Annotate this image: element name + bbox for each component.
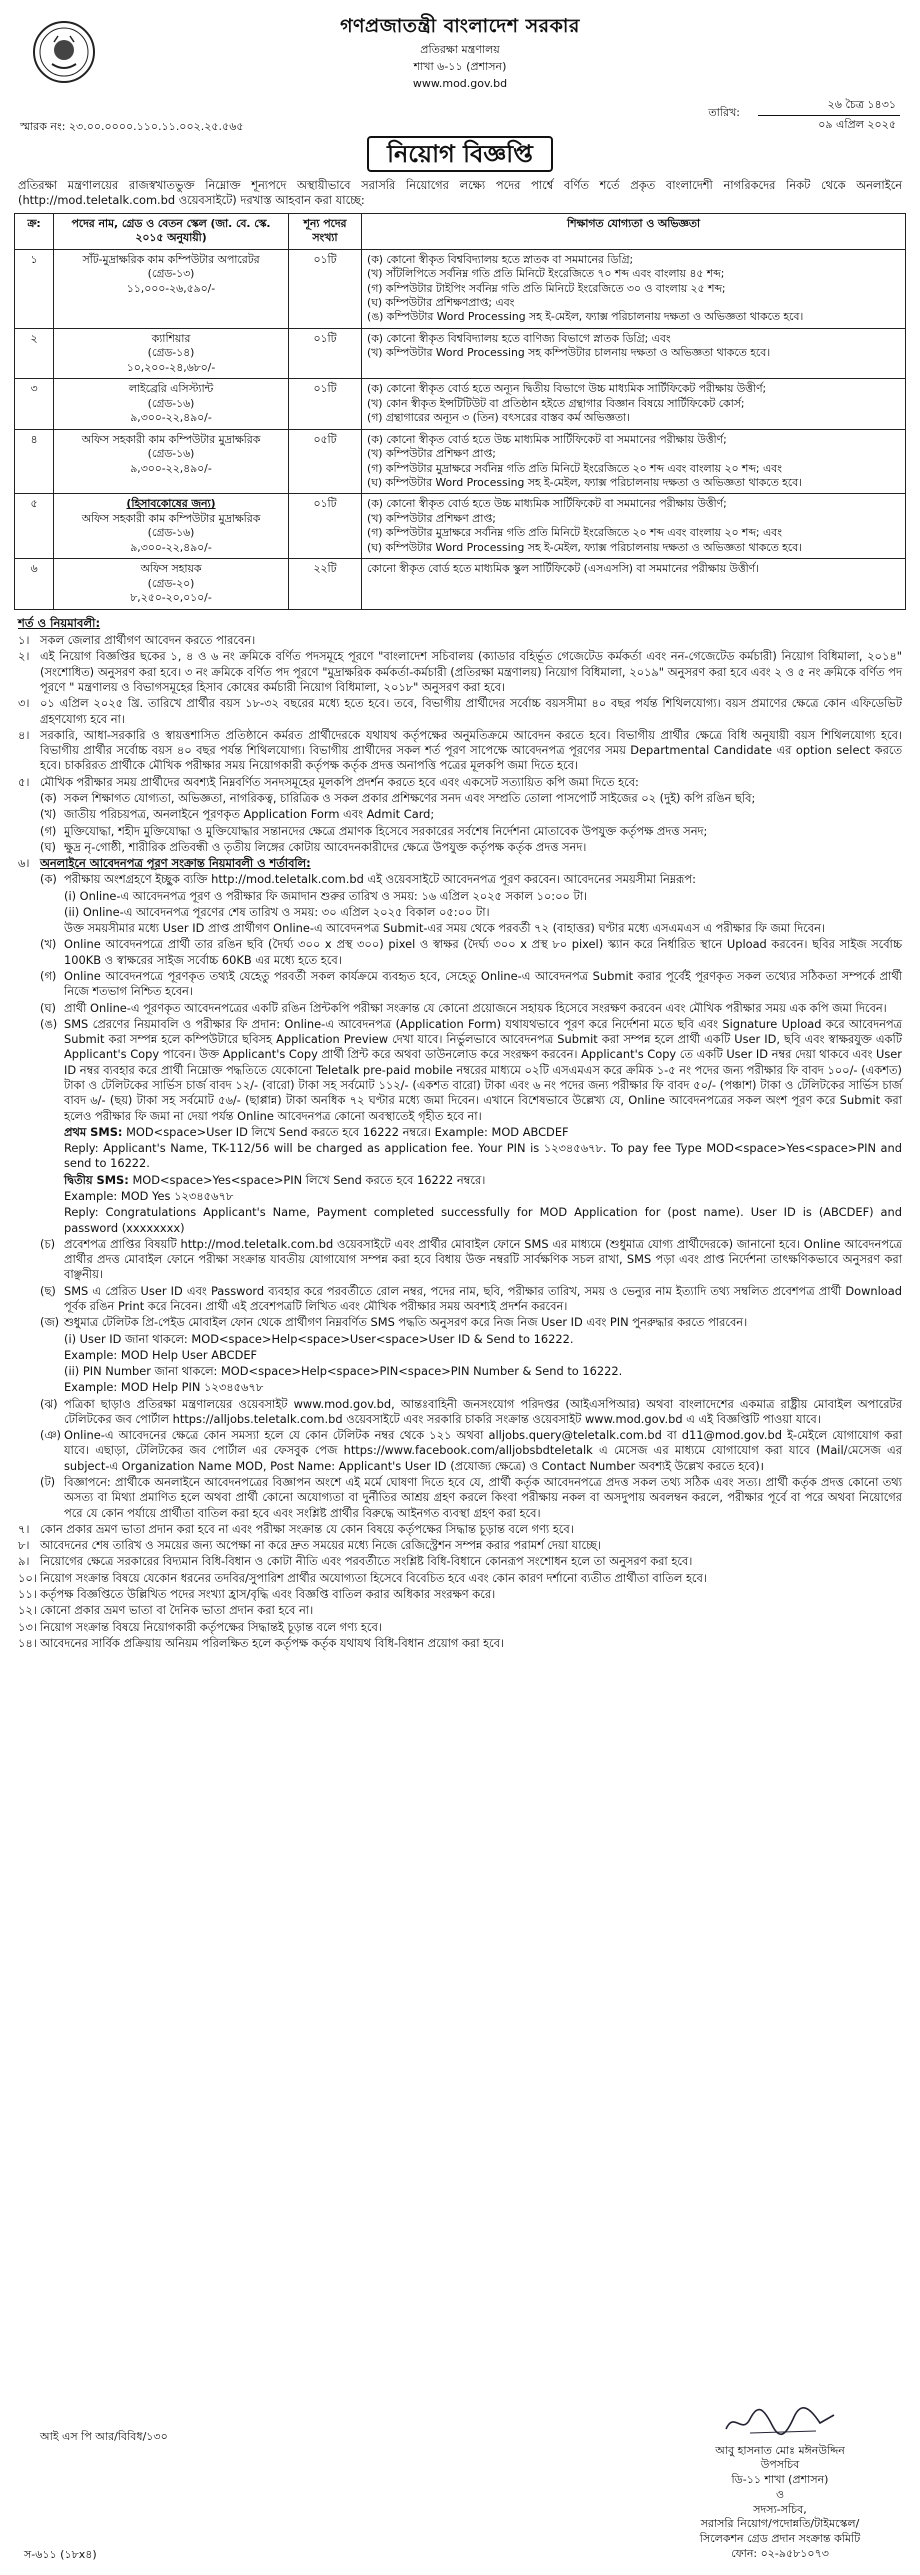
date-label: তারিখ: [708,106,740,119]
sub-condition [40,807,902,822]
first-sms-label: প্রথম SMS: [64,1124,123,1139]
condition [18,728,902,774]
signatory-phone: ফোন: ০২-৯৫৮১০৭৩ [731,2546,829,2560]
condition-text: অনলাইনে আবেদনপত্র পূরণ সংক্রান্ত নিয়মাবলী ও শর্তাবলি: [40,856,311,871]
table-body [15,249,906,609]
row-serial: ৫ [15,494,54,559]
row-serial: ৬ [15,559,54,609]
sub-condition-text: মুক্তিযোদ্ধা, শহীদ মুক্তিযোদ্ধা ও মুক্তিযোদ্ধার সন্তানদের ক্ষেত্রে প্রমাণক হিসেবে সরকারের সর্বশেষ নির্দেশনা মোতাবেক উপযুক্ত কর্তৃপক্ষ প্রদত্ত সনদ; [64,823,708,838]
row-post [54,379,289,429]
qualification-line: (ক) কোনো স্বীকৃত বোর্ড হতে উচ্চ মাধ্যমিক সার্টিফিকেট বা সমমানের পরীক্ষায় উত্তীর্ণ; [367,497,727,511]
row-post-pay: ৯,৩০০-২২,৪৯০/- [130,540,212,554]
sub-condition-text: পরীক্ষায় অংশগ্রহণে ইচ্ছুক ব্যক্তি http://mod.teletalk.com.bd এই ওয়েবসাইটে আবেদনপত্র পূরণ করবেন। আবেদনের সময়সীমা নিম্নরূপ: [64,872,696,887]
memo-number: স্মারক নং: ২৩.০০.০০০০.১১০.১১.০০২.২৫.৫৬৫ [20,120,244,133]
row-qualifications [362,494,906,559]
qualification-line: (ক) কোনো স্বীকৃত বিশ্ববিদ্যালয় হতে বাণিজ্য বিভাগে স্নাতক ডিগ্রি; এবং [367,331,671,345]
qualification-line: (খ) কোন স্বীকৃত ইন্সটিটিউট বা প্রতিষ্ঠান হইতে গ্রন্থাগার বিজ্ঞান বিষয়ে সার্টিফিকেট কোর্স; [367,396,745,410]
condition-text: আবেদনের শেষ তারিখ ও সময়ের জন্য অপেক্ষা না করে দ্রুত সময়ের মধ্যে নিজে রেজিস্ট্রেশন সম্পন্ন করার পরামর্শ দেয়া যাচ্ছে। [40,1538,601,1553]
row-vacancy: ০১টি [289,249,362,328]
recovery-instructions [14,1332,906,1396]
row-qualifications [362,328,906,378]
condition-number: ২। [18,649,30,664]
table-row [15,328,906,378]
condition-text: সরকারি, আধা-সরকারি ও স্বায়ত্তশাসিত প্রতিষ্ঠানে কর্মরত প্রার্থীদেরকে যথাযথ কর্তৃপক্ষের অনুমতিক্রমে আবেদন করতে হবে। বিভাগীয় প্রার্থীর ক্ষেত্রে বিধি অনুযায়ী বয়স শিথিলযোগ্য হবে। বিভাগীয় প্রার্থীর সর্বোচ্চ বয়স ৪০ বছর পর্যন্ত শিথিলযোগ্য। বিভাগীয় প্রার্থীদের সকল শর্ত পূরণ সাপেক্ষে আবেদনপত্র পূরণের সময় Departmental Candidate এর option select করতে হবে। চাকরিরত প্রার্থীকে মৌখিক পরীক্ষার সময় নিয়োগকারী কর্তৃপক্ষ কর্তৃক প্রদত্ত অনাপত্তি পত্রের মূলকপি জমা দিতে হবে। [40,727,902,773]
table-row [15,379,906,429]
notice-title: নিয়োগ বিজ্ঞপ্তি [367,136,553,172]
header-serial: ক্র: [15,213,54,249]
condition-number: ৭। [18,1521,30,1536]
sub-condition-text: Online আবেদনপত্রে প্রার্থী তার রঙিন ছবি (দৈর্ঘ্য ৩০০ x প্রস্থ ৩০০) pixel ও স্বাক্ষর (দৈর্ঘ্য ৩০০ x প্রস্থ ৮০ pixel) স্ক্যান করে নির্ধারিত স্থানে Upload করবেন। ছবির সাইজ সর্বোচ্চ 100KB ও স্বাক্ষরের সাইজ সর্বোচ্চ 60KB এর মধ্যে হতে হবে। [64,937,902,967]
intro-paragraph: প্রতিরক্ষা মন্ত্রণালয়ের রাজস্বখাতভুক্ত নিম্নোক্ত শূন্যপদে অস্থায়ীভাবে সরাসরি নিয়োগের লক্ষ্যে পদের পার্শ্বে বর্ণিত শর্তে প্রকৃত বাংলাদেশী নাগরিকদের নিকট থেকে অনলাইনে (http://mod.teletalk.com.bd ওয়েবসাইটে) দরখাস্ত আহবান করা যাচ্ছে: [18,178,902,208]
condition-number: ১১। [18,1587,37,1601]
sub-condition-text: সকল শিক্ষাগত যোগ্যতা, অভিজ্ঞতা, নাগরিকত্ব, চারিত্রিক ও সকল প্রকার প্রশিক্ষণের সনদ এবং সম্প্রতি তোলা পাসপোর্ট সাইজের ০২ (দুই) কপি রঙিন ছবি; [64,790,756,805]
condition-number: ৪। [18,727,30,742]
qualification-line: (ঘ) কম্পিউটার প্রশিক্ষণপ্রাপ্ত; এবং [367,295,515,309]
sub-condition [40,1315,902,1330]
schedule-line: (ii) Online-এ আবেদনপত্র পূরণের শেষ তারিখ ও সময়: ৩০ এপ্রিল ২০২৫ বিকাল ০৫:০০ টা। [64,904,490,919]
row-post-note: (হিসাবকোষের জন্য) [126,497,216,511]
row-post-pay: ৯,৩০০-২২,৪৯০/- [130,461,212,475]
qualification-line: (গ) গ্রন্থাগারের অন্যূন ৩ (তিন) বৎসরের বাস্তব কর্ম অভিজ্ঞতা। [367,411,630,425]
condition-text: কোনো প্রকার ভ্রমণ ভাতা বা দৈনিক ভাতা প্রদান করা হবে না। [40,1603,314,1618]
condition [18,1538,902,1553]
condition-text: এই নিয়োগ বিজ্ঞপ্তির ছকের ১, ৪ ও ৬ নং ক্রমিকে বর্ণিত পদসমূহে পূরণে "বাংলাদেশ সচিবালয় (ক্যাডার বহির্ভূত গেজেটেড কর্মকর্তা এবং নন-গেজেটেড কর্মচারী) নিয়োগ বিধিমালা, ২০১৪" (সংশোধিত) অনুসরণ করা হবে। ৩ নং ক্রমিকে বর্ণিত পদ পূরণে "মুদ্রাক্ষরিক কর্মকর্তা-কর্মচারী (প্রতিরক্ষা মন্ত্রণালয়) নিয়োগ বিধিমালা, ২০১৯" অনুসরণ করা হবে এবং ২ ও ৫ নং ক্রমিকে বর্ণিত পদ পূরণে " মন্ত্রণালয় ও বিভাগসমূহের হিসাব কোষের কর্মচারী নিয়োগ বিধিমালা, ২০১৮" অনুসরণ করা হবে। [40,649,902,694]
header-qualification: শিক্ষাগত যোগ্যতা ও অভিজ্ঞতা [362,213,906,249]
row-vacancy: ০১টি [289,328,362,378]
condition-text: নিয়োগ সংক্রান্ত বিষয়ে নিয়োগকারী কর্তৃপক্ষের সিদ্ধান্তই চূড়ান্ত বলে গণ্য হবে। [40,1619,382,1634]
row-post-pay: ১১,০০০-২৬,৫৯০/- [126,281,216,295]
row-post-name: লাইব্রেরি এসিস্ট্যান্ট [128,382,214,396]
sub-condition-number: (ঘ) [40,1000,56,1015]
signatory-title: উপসচিব [760,2458,800,2472]
row-vacancy: ২২টি [289,559,362,609]
signatory-committee-2: সিলেকশন গ্রেড প্রদান সংক্রান্ত কমিটি [699,2532,861,2546]
qualification-line: (ক) কোনো স্বীকৃত বিশ্ববিদ্যালয় হতে স্নাতক বা সমমানের ডিগ্রি; [367,252,634,266]
row-post [54,559,289,609]
condition-6-sublist [14,872,906,887]
row-post-grade: (গ্রেড-১৪) [147,346,195,360]
table-row [15,429,906,494]
row-post [54,249,289,328]
row-post-grade: (গ্রেড-২০) [147,576,195,590]
condition-text: নিয়োগের ক্ষেত্রে সরকারের বিদ্যমান বিধি-বিধান ও কোটা নীতি এবং পরবর্তীতে সংশ্লিষ্ট বিধি-বিধানে কোনরূপ সংশোধন হলে তা অনুসরণ করা হবে। [40,1554,693,1569]
signature-block [680,2405,880,2562]
sub-condition [40,937,902,968]
sub-condition-text: SMS এ প্রেরিত User ID এবং Password ব্যবহার করে পরবর্তীতে রোল নম্বর, পদের নাম, ছবি, পরীক্ষার তারিখ, সময় ও ভেন্যুর নাম ইত্যাদি তথ্য সম্বলিত প্রবেশপত্র প্রার্থী Download পূর্বক রঙিন Print করে নিবেন। প্রার্থী এই প্রবেশপত্রটি লিখিত এবং মৌখিক পরীক্ষার সময় অবশ্যই প্রদর্শন করবেন। [64,1283,902,1313]
condition-text: কর্তৃপক্ষ বিজ্ঞপ্তিতে উল্লিখিত পদের সংখ্যা হ্রাস/বৃদ্ধি এবং বিজ্ঞপ্তি বাতিল করার অধিকার সংরক্ষণ করে। [40,1587,496,1601]
sub-condition-text: শুধুমাত্র টেলিটক প্রি-পেইড মোবাইল ফোন থেকে প্রার্থীগণ নিম্নবর্ণিত SMS পদ্ধতি অনুসরণ করে নিজ নিজ User ID এবং PIN পুনরুদ্ধার করতে পারবেন। [64,1315,748,1330]
qualification-line: (খ) সাঁটলিপিতে সর্বনিম্ন গতি প্রতি মিনিটে ইংরেজিতে ৭০ শব্দ এবং বাংলায় ৪৫ শব্দ; [367,267,725,281]
sub-condition [40,840,902,855]
sub-condition [40,969,902,1000]
condition-number: ১০। [18,1570,37,1585]
condition-text: মৌখিক পরীক্ষার সময় প্রার্থীদের অবশ্যই নিম্নবর্ণিত সনদসমূহের মূলকপি প্রদর্শন করতে হবে এবং একসেট সত্যায়িত কপি জমা দিতে হবে: [40,774,639,789]
row-serial: ৩ [15,379,54,429]
second-sms-example: Example: MOD Yes ১২৩৪৫৬৭৮ [64,1188,234,1203]
condition-6 [18,856,902,871]
qualification-line: কোনো স্বীকৃত বোর্ড হতে মাধ্যমিক স্কুল সার্টিফিকেট (এসএসসি) বা সমমানের পরীক্ষায় উত্তীর্ণ। [367,562,760,576]
recovery-line: (ii) PIN Number জানা থাকলে: MOD<space>Help<space>PIN<space>PIN Number & Send to 16222. [64,1364,623,1379]
branch-name: শাখা ৬-১১ (প্রশাসন) [413,60,507,74]
schedule-line: উক্ত সময়সীমার মধ্যে User ID প্রাপ্ত প্রার্থীগণ Online-এ আবেদনপত্র Submit-এর সময় থেকে পরবর্তী ৭২ (বাহাত্তর) ঘণ্টার মধ্যে এসএমএস এ পরীক্ষার ফি জমা দিবেন। [64,921,825,936]
row-post-name: ক্যাশিয়ার [151,331,191,345]
sub-condition [40,1428,902,1474]
sub-condition-text: প্রার্থী Online-এ পূরণকৃত আবেদনপত্রের একটি রঙিন প্রিন্টকপি পরীক্ষা সংক্রান্ত যে কোনো প্রয়োজনে সহায়ক হিসেবে সংরক্ষণ করবেন এবং মৌখিক পরীক্ষার সময় এক কপি জমা দিবেন। [64,1000,887,1015]
sub-condition-text: প্রবেশপত্র প্রাপ্তির বিষয়টি http://mod.teletalk.com.bd ওয়েবসাইটে এবং প্রার্থীর মোবাইল ফোনে SMS এর মাধ্যমে (শুধুমাত্র যোগ্য প্রার্থীদেরকে) জানানো হবে। Online আবেদনপত্রে প্রার্থীর প্রদত্ত মোবাইল ফোনে পরীক্ষা সংক্রান্ত যাবতীয় যোগাযোগ সম্পন্ন করা হবে বিধায় উক্ত নম্বরটি সার্বক্ষণিক সচল রাখা, SMS পড়া এবং প্রাপ্ত নির্দেশনা তাৎক্ষণিকভাবে অনুসরণ করা বাঞ্ছনীয়। [64,1236,902,1282]
isp-reference: আই এস পি আর/বিবিধ/১৩০ [40,2430,168,2443]
signatory-member: সদস্য-সচিব, [753,2502,807,2516]
sub-condition-text: Online আবেদনপত্রে পূরণকৃত তথ্যই যেহেতু পরবর্তী সকল কার্যক্রমে ব্যবহৃত হবে, সেহেতু Online-এ আবেদনপত্র Submit করার পূর্বেই পূরণকৃত সকল তথ্যের সঠিকতা সম্পর্কে প্রার্থী নিজে শতভাগ নিশ্চিত হবেন। [64,969,902,999]
qualification-line: (ঘ) কম্পিউটার Word Processing সহ ই-মেইল, ফ্যাক্স পরিচালনায় দক্ষতা ও অভিজ্ঞতা থাকতে হবে। [367,540,803,554]
sub-condition-text: SMS প্রেরণের নিয়মাবলি ও পরীক্ষার ফি প্রদান: Online-এ আবেদনপত্র (Application Form) যথাযথভাবে পূরণ করে নির্দেশনা মতে ছবি এবং Signature Upload করে আবেদনপত্র Submit করা সম্পন্ন হলে কম্পিউটারে ছবিসহ Application Preview দেখা যাবে। নির্ভুলভাবে আবেদনপত্র Submit করা সম্পন্ন হলে প্রার্থী একটি User ID, ছবি এবং স্বাক্ষরযুক্ত একটি Applicant's Copy পাবেন। উক্ত Applicant's Copy প্রার্থী প্রিন্ট করে অথবা ডাউনলোড করে সংরক্ষণ করবেন। Applicant's Copy তে একটি User ID নম্বর দেয়া থাকবে এবং User ID নম্বর ব্যবহার করে প্রার্থী নিম্নোক্ত পদ্ধতিতে যেকোনো Teletalk pre-paid mobile নম্বরের মাধ্যমে ০২টি এসএমএস করে ক্রমিক ১-৫ নং পদের জন্য পরীক্ষার ফি বাবদ ১০০/- (একশত) টাকা ও টেলিটকের সার্ভিস চার্জ বাবদ ১২/- (বারো) টাকা সহ সর্বমোট ১১২/- (একশত বারো) টাকা এবং ৬ নং পদের জন্য পরীক্ষার ফি বাবদ ৫০/- (পঞ্চাশ) টাকা ও টেলিটকের সার্ভিস চার্জ বাবদ ৬/- (ছয়) টাকা সহ সর্বমোট ৫৬/- (ছাপ্পান্ন) টাকা অনধিক ৭২ ঘণ্টার মধ্যে জমা দিবেন। এখানে বিশেষভাবে উল্লেখ্য যে, Online আবেদনপত্রের সকল অংশ পূরণ করে Submit করা হলেও পরীক্ষার ফি জমা না দেয়া পর্যন্ত Online আবেদনপত্র কোনো অবস্থাতেই গৃহীত হবে না। [64,1016,902,1123]
condition-number: ৮। [18,1538,30,1553]
condition [18,775,902,790]
sub-condition-text: ক্ষুদ্র নৃ-গোষ্ঠী, শারীরিক প্রতিবন্ধী ও তৃতীয় লিঙ্গের কোটায় আবেদনকারীদের ক্ষেত্রে উপযুক্ত কর্তৃপক্ষ কর্তৃক প্রদত্ত সনদ। [64,839,587,854]
row-post [54,429,289,494]
row-qualifications [362,379,906,429]
row-qualifications [362,429,906,494]
row-post-grade: (গ্রেড-১৬) [147,396,195,410]
condition-5-sublist [14,791,906,855]
row-post [54,494,289,559]
sub-condition-number: (ঞ) [40,1428,61,1443]
condition-number: ১৩। [18,1619,37,1634]
ministry-name: প্রতিরক্ষা মন্ত্রণালয় [420,43,500,57]
first-sms-command: MOD<space>User ID লিখে Send করতে হবে 16222 নম্বরে। Example: MOD ABCDEF [126,1124,569,1139]
signatory-name: আবু হাসনাত মোঃ মঈনউদ্দিন [715,2443,845,2457]
condition [18,649,902,695]
handwritten-signature [720,2405,840,2439]
qualification-line: (ক) কোনো স্বীকৃত বোর্ড হতে উচ্চ মাধ্যমিক সার্টিফিকেট বা সমমানের পরীক্ষায় উত্তীর্ণ; [367,432,727,446]
row-post-pay: ৯,৩০০-২২,৪৯০/- [130,411,212,425]
date-box [708,98,900,132]
sub-condition [40,1017,902,1124]
qualification-line: (খ) কম্পিউটার Word Processing সহ কম্পিউটার চালনায় দক্ষতা ও অভিজ্ঞতা থাকতে হবে। [367,346,771,360]
sub-condition-number: (গ) [40,823,57,838]
condition-number: ১৪। [18,1635,37,1650]
row-post-name: অফিস সহকারী কাম কম্পিউটার মুদ্রাক্ষরিক [81,432,261,446]
row-post-grade: (গ্রেড-১৩) [147,267,195,281]
sub-condition-number: (ক) [40,790,57,805]
condition-6-tail [14,1237,906,1331]
row-post-name: অফিস সহায়ক [140,562,202,576]
row-serial: ২ [15,328,54,378]
row-vacancy: ০১টি [289,494,362,559]
condition-number: ৯। [18,1554,30,1569]
condition [18,696,902,727]
condition-text: ০১ এপ্রিল ২০২৫ খ্রি. তারিখে প্রার্থীর বয়স ১৮-৩২ বছরের মধ্যে হতে হবে। তবে, বিভাগীয় প্রার্থীদের সর্বোচ্চ বয়সসীমা ৪০ বছর পর্যন্ত শিথিলযোগ্য। বয়স প্রমাণের ক্ষেত্রে কোন এফিডেভিট গ্রহণযোগ্য হবে না। [40,696,902,726]
sms-block [14,1125,906,1236]
qualification-line: (ক) কোনো স্বীকৃত বোর্ড হতে অন্যূন দ্বিতীয় বিভাগে উচ্চ মাধ্যমিক সার্টিফিকেট পরীক্ষায় উত্তীর্ণ; [367,382,767,396]
row-serial: ৪ [15,429,54,494]
conditions-tail [14,1522,906,1651]
sub-condition-number: (ক) [40,872,57,887]
sub-condition-number: (গ) [40,969,57,984]
sub-condition [40,872,902,887]
condition-text: নিয়োগ সংক্রান্ত বিষয়ে যেকোন ধরনের তদবির/সুপারিশ প্রার্থীর অযোগ্যতা হিসেবে বিবেচিত হবে এবং কোন কারণ দর্শানো ব্যতীত প্রার্থীতা বাতিল হবে। [40,1570,707,1585]
row-post-pay: ৮,২৫০-২০,০১০/- [130,591,212,605]
header [14,14,906,132]
application-schedule [14,889,906,937]
row-post-grade: (গ্রেড-১৬) [147,447,195,461]
sub-condition [40,791,902,806]
website-text: www.mod.gov.bd [412,76,508,90]
row-post-name: সাঁট-মুদ্রাক্ষরিক কাম কম্পিউটার অপারেটর [82,252,260,266]
row-qualifications [362,249,906,328]
row-qualifications [362,559,906,609]
conditions-heading: শর্ত ও নিয়মাবলী: [18,615,101,630]
sub-condition-number: (খ) [40,807,57,822]
condition-number: ৬। [18,856,30,871]
sub-condition [40,1284,902,1315]
condition-text: সকল জেলার প্রার্থীগণ আবেদন করতে পারবেন। [40,633,256,648]
qualification-line: (ঙ) কম্পিউটার Word Processing সহ ই-মেইল, ফ্যাক্স পরিচালনায় দক্ষতা ও অভিজ্ঞতা থাকতে হবে। [367,310,804,324]
condition [18,1571,902,1586]
sub-condition-text: পত্রিকা ছাড়াও প্রতিরক্ষা মন্ত্রণালয়ের ওয়েবসাইট www.mod.gov.bd, আন্তঃবাহিনী জনসংযোগ পরিদপ্তর (আইএসপিআর) অথবা বাংলাদেশের একমাত্র রাষ্ট্রীয় মোবাইল অপারেটর টেলিটকের জব পোর্টাল https://alljobs.teletalk.com.bd ওয়েবসাইটে এবং সরকারি চাকরি সংক্রান্ত ওয়েবসাইট www.mod.gov.bd এ এই বিজ্ঞপ্তিটি পাওয়া যাবে। [64,1396,902,1426]
sub-condition-number: (ঙ) [40,1016,58,1031]
sub-condition [40,1397,902,1428]
condition-number: ৩। [18,696,30,711]
sub-condition-number: (ঝ) [40,1396,58,1411]
sub-condition-number: (ট) [40,1475,56,1490]
signatory-unit: ডি-১১ শাখা (প্রশাসন) [731,2473,829,2487]
date-english: ০৯ এপ্রিল ২০২৫ [818,117,896,131]
table-header-row [15,213,906,249]
sub-condition [40,824,902,839]
condition-6-final [14,1397,906,1521]
conditions-list [14,633,906,790]
condition-text: কোন প্রকার ভ্রমণ ভাতা প্রদান করা হবে না এবং পরীক্ষা সংক্রান্ত যে কোন বিষয়ে কর্তৃপক্ষের সিদ্ধান্ত চূড়ান্ত বলে গণ্য হবে। [40,1521,574,1536]
qualification-line: (খ) কম্পিউটার প্রশিক্ষণ প্রাপ্ত; [367,447,496,461]
sub-condition [40,1001,902,1016]
condition-6-more [14,937,906,1123]
second-sms-command: MOD<space>Yes<space>PIN লিখে Send করতে হবে 16222 নম্বরে। [132,1172,486,1187]
sub-condition-number: (ছ) [40,1283,56,1298]
row-post-grade: (গ্রেড-১৬) [147,526,195,540]
government-title: গণপ্রজাতন্ত্রী বাংলাদেশ সরকার [340,15,580,37]
first-sms-reply: Reply: Applicant's Name, TK-112/56 will be charged as application fee. Your PIN is ১২৩৪৫৬৭৮. To pay fee Type MOD<space>Yes<space>PIN and send to 16222. [64,1141,902,1171]
recovery-line: (i) User ID জানা থাকলে: MOD<space>Help<space>User<space>User ID & Send to 16222. [64,1331,574,1346]
table-row [15,559,906,609]
recovery-line: Example: MOD Help User ABCDEF [64,1347,258,1362]
sub-condition-text: বিজ্ঞাপনে: প্রার্থীকে অনলাইনে আবেদনপত্রের বিজ্ঞাপন অংশে এই মর্মে ঘোষণা দিতে হবে যে, প্রার্থী কর্তৃক আবেদনপত্রে প্রদত্ত সকল তথ্য সঠিক এবং সত্য। প্রার্থী কর্তৃক প্রদত্ত কোনো তথ্য অসত্য বা মিথ্যা প্রমাণিত হলে অথবা প্রার্থী কোনো অযোগ্যতা বা দুর্নীতির আশ্রয় গ্রহণ করলে কিংবা পরীক্ষায় নকল বা অসদুপায় অবলম্বন করলে, পরীক্ষার পূর্বে বা পরে অথবা নিয়োগের পরে যে কোন পর্যায়ে প্রার্থীতা বাতিল করা হবে এবং সংশ্লিষ্ট প্রার্থীর বিরুদ্ধে আইনগত ব্যবস্থা গ্রহণ করা হবে। [64,1475,902,1520]
print-code: স-৬১১ (১৮x৪) [24,2548,97,2561]
schedule-line: (i) Online-এ আবেদনপত্র পূরণ ও পরীক্ষার ফি জমাদান শুরুর তারিখ ও সময়: ১৬ এপ্রিল ২০২৫ সকাল ১০:০০ টা। [64,888,588,903]
condition-text: আবেদনের সার্বিক প্রক্রিয়ায় অনিয়ম পরিলক্ষিত হলে কর্তৃপক্ষ কর্তৃক যথাযথ বিধি-বিধান প্রয়োগ করা হবে। [40,1635,505,1650]
notice-title-box [14,136,906,172]
qualification-line: (ঘ) কম্পিউটার Word Processing সহ ই-মেইল, ফ্যাক্স পরিচালনায় দক্ষতা ও অভিজ্ঞতা থাকতে হবে। [367,475,803,489]
table-row [15,494,906,559]
date-bengali: ২৬ চৈত্র ১৪৩১ [758,98,900,116]
qualification-line: (খ) কম্পিউটার প্রশিক্ষণ প্রাপ্ত; [367,511,496,525]
government-seal-logo [32,20,96,84]
condition [18,1587,902,1602]
condition-number: ১। [18,633,30,648]
qualification-line: (গ) কম্পিউটার টাইপিং সর্বনিম্ন গতি প্রতি মিনিটে ইংরেজিতে ৩০ ও বাংলায় ২৫ শব্দ; [367,281,726,295]
second-sms-reply: Reply: Congratulations Applicant's Name, Payment completed successfully for MOD Application for (post name). User ID is (ABCDEF) and password (xxxxxxxx) [64,1205,902,1235]
condition-number: ৫। [18,774,30,789]
header-post: পদের নাম, গ্রেড ও বেতন স্কেল (জা. বে. স্কে. ২০১৫ অনুযায়ী) [54,213,289,249]
condition [18,1636,902,1651]
qualification-line: (গ) কম্পিউটার মুদ্রাক্ষরে সর্বনিম্ন গতি প্রতি মিনিটে ইংরেজিতে ২০ শব্দ এবং বাংলায় ২০ শব্দ; এবং [367,526,782,540]
posts-table [14,213,906,610]
sub-condition-number: (ঘ) [40,839,56,854]
row-serial: ১ [15,249,54,328]
sub-condition-number: (জ) [40,1315,60,1330]
condition [18,1603,902,1618]
row-vacancy: ০১টি [289,379,362,429]
signatory-committee: সরাসরি নিয়োগ/পদোন্নতি/টাইমস্কেল/ [700,2517,860,2531]
row-post-pay: ১০,২০০-২৪,৬৮০/- [126,360,216,374]
recovery-line: Example: MOD Help PIN ১২৩৪৫৬৭৮ [64,1380,264,1395]
second-sms-label: দ্বিতীয় SMS: [64,1172,129,1187]
signatory-and: ও [775,2487,785,2501]
sub-condition-text: Online-এ আবেদনের ক্ষেত্রে কোন সমস্যা হলে যে কোন টেলিটক নম্বর থেকে ১২১ অথবা alljobs.query@teletalk.com.bd বা d11@mod.gov.bd ই-মেইলে যোগাযোগ করা যাবে। এছাড়া, টেলিটকের জব পোর্টাল এর ফেসবুক পেজ https://www.facebook.com/alljobsbdteletalk এ মেসেজ এর মাধ্যমে যোগাযোগ করা যাবে (Mail/মেসেজ এর subject-এ Organization Name MOD, Post Name: Applicant's User ID (প্রযোজ্য ক্ষেত্রে) ও Contact Number অবশ্যই উল্লেখ করতে হবে)। [64,1428,902,1473]
row-vacancy: ০৫টি [289,429,362,494]
condition [18,633,902,648]
header-vacancy: শূন্য পদের সংখ্যা [289,213,362,249]
row-post-name: অফিস সহকারী কাম কম্পিউটার মুদ্রাক্ষরিক [81,511,261,525]
sub-condition-number: (চ) [40,1236,56,1251]
condition [18,1554,902,1569]
sub-condition-text: জাতীয় পরিচয়পত্র, অনলাইনে পূরণকৃত Application Form এবং Admit Card; [64,807,435,822]
table-row [15,249,906,328]
qualification-line: (গ) কম্পিউটার মুদ্রাক্ষরে সর্বনিম্ন গতি প্রতি মিনিটে ইংরেজিতে ২০ শব্দ এবং বাংলায় ২০ শব্দ; এবং [367,461,782,475]
condition [18,1522,902,1537]
condition-number: ১২। [18,1603,37,1618]
row-post [54,328,289,378]
sub-condition-number: (খ) [40,937,57,952]
sub-condition [40,1475,902,1521]
condition [18,1620,902,1635]
sub-condition [40,1237,902,1283]
